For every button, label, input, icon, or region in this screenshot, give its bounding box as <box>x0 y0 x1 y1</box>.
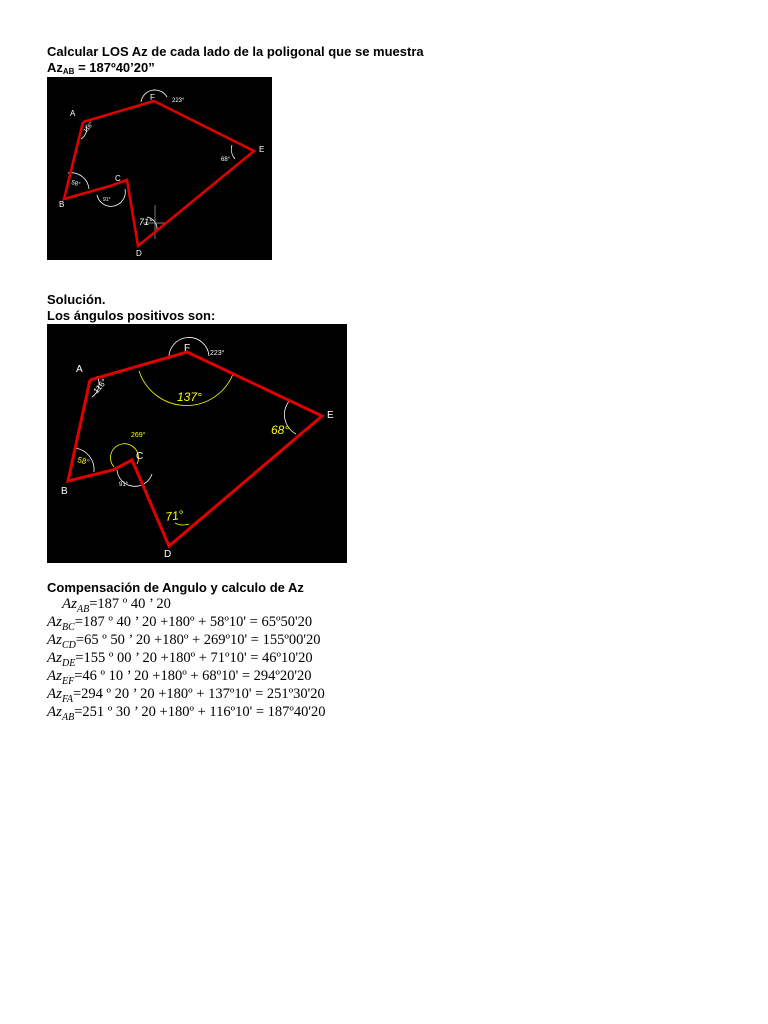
az-row-5-expr: =294 º 20 ’ 20 +180º + 137º10' = 251º30'20 <box>72 686 325 702</box>
solution-subheading: Los ángulos positivos son: <box>47 308 216 323</box>
compensation-heading: Compensación de Angulo y calculo de Az <box>47 580 304 595</box>
az-row-0-expr: =187 º 40 ’ 20 <box>89 596 171 612</box>
az-row-2-sub: CD <box>62 640 76 651</box>
fig2-vertex-e: E <box>327 410 334 421</box>
az-row-3-expr: =155 º 00 ’ 20 +180º + 71º10' = 46º10'20 <box>75 650 313 666</box>
az-row-5-label: Az <box>47 686 62 702</box>
fig1-angle-c: 91° <box>103 197 111 203</box>
az-row-4-label: Az <box>47 668 62 684</box>
az-row-0-label: Az <box>62 596 77 612</box>
az-row-0-sub: AB <box>77 604 90 615</box>
fig1-vertex-d: D <box>136 249 142 258</box>
az-row-1-label: Az <box>47 614 62 630</box>
fig1-angle-b: 58° <box>70 180 81 189</box>
problem-title: Calcular LOS Az de cada lado de la poligonal que se muestra <box>47 44 424 59</box>
az-row-1-sub: BC <box>62 622 75 633</box>
fig2-angle-a: 116° <box>91 377 109 396</box>
fig1-vertex-a: A <box>70 109 76 118</box>
given-azimuth <box>47 60 155 76</box>
fig2-vertex-f: F <box>184 343 191 354</box>
az-row-1-expr: =187 º 40 ’ 20 +180º + 58º10' = 65º50'20 <box>74 614 313 630</box>
az-row-6-label: Az <box>47 704 62 720</box>
az-row-2-label: Az <box>47 632 62 648</box>
az-row-3 <box>47 650 313 669</box>
az-row-3-label: Az <box>47 650 62 666</box>
az-row-5 <box>47 686 325 705</box>
fig1-angle-d: 71° <box>139 217 153 227</box>
fig2-angle-e: 68° <box>271 423 290 437</box>
fig2-vertex-a: A <box>76 364 83 375</box>
az-row-0 <box>62 596 171 615</box>
fig2-vertex-c: C <box>136 451 144 462</box>
az-row-6 <box>47 704 325 723</box>
fig2-angle-f-interior: 137° <box>177 390 202 404</box>
az-row-6-sub: AB <box>62 712 75 723</box>
polygon-figure-2 <box>47 324 347 563</box>
az-row-6-expr: =251 º 30 ’ 20 +180º + 116º10' = 187º40'20 <box>74 704 326 720</box>
az-row-2-expr: =65 º 50 ’ 20 +180º + 269º10' = 155º00'20 <box>75 632 321 648</box>
fig1-vertex-f: F <box>150 93 155 102</box>
fig2-angle-c-interior: 269° <box>131 432 146 439</box>
az-row-4-sub: EF <box>62 676 75 687</box>
az-row-4 <box>47 668 312 687</box>
fig1-vertex-b: B <box>59 200 65 209</box>
fig1-vertex-c: C <box>115 174 121 183</box>
az-row-1 <box>47 614 312 633</box>
given-az-label: Az <box>47 60 63 75</box>
solution-heading: Solución. <box>47 292 106 307</box>
az-row-4-expr: =46 º 10 ’ 20 +180º + 68º10' = 294º20'20 <box>74 668 312 684</box>
fig2-angle-c: 91° <box>119 482 129 488</box>
az-row-5-sub: FA <box>62 694 73 705</box>
fig1-angle-e: 68° <box>221 157 231 163</box>
fig2-angle-b: 58° <box>76 455 91 468</box>
az-row-2 <box>47 632 320 651</box>
polygon-figure-1 <box>47 77 272 260</box>
az-row-3-sub: DE <box>62 658 76 669</box>
given-az-sub: AB <box>62 67 75 76</box>
fig2-vertex-d: D <box>164 549 172 560</box>
fig2-angle-d: 71° <box>164 507 185 524</box>
fig1-angle-f: 223° <box>172 98 185 104</box>
fig2-angle-f: 223° <box>210 350 225 357</box>
fig1-vertex-e: E <box>259 145 265 154</box>
given-az-value: = 187º40’20” <box>74 60 155 75</box>
fig1-angle-a: 116° <box>82 121 96 135</box>
fig2-vertex-b: B <box>61 486 68 497</box>
